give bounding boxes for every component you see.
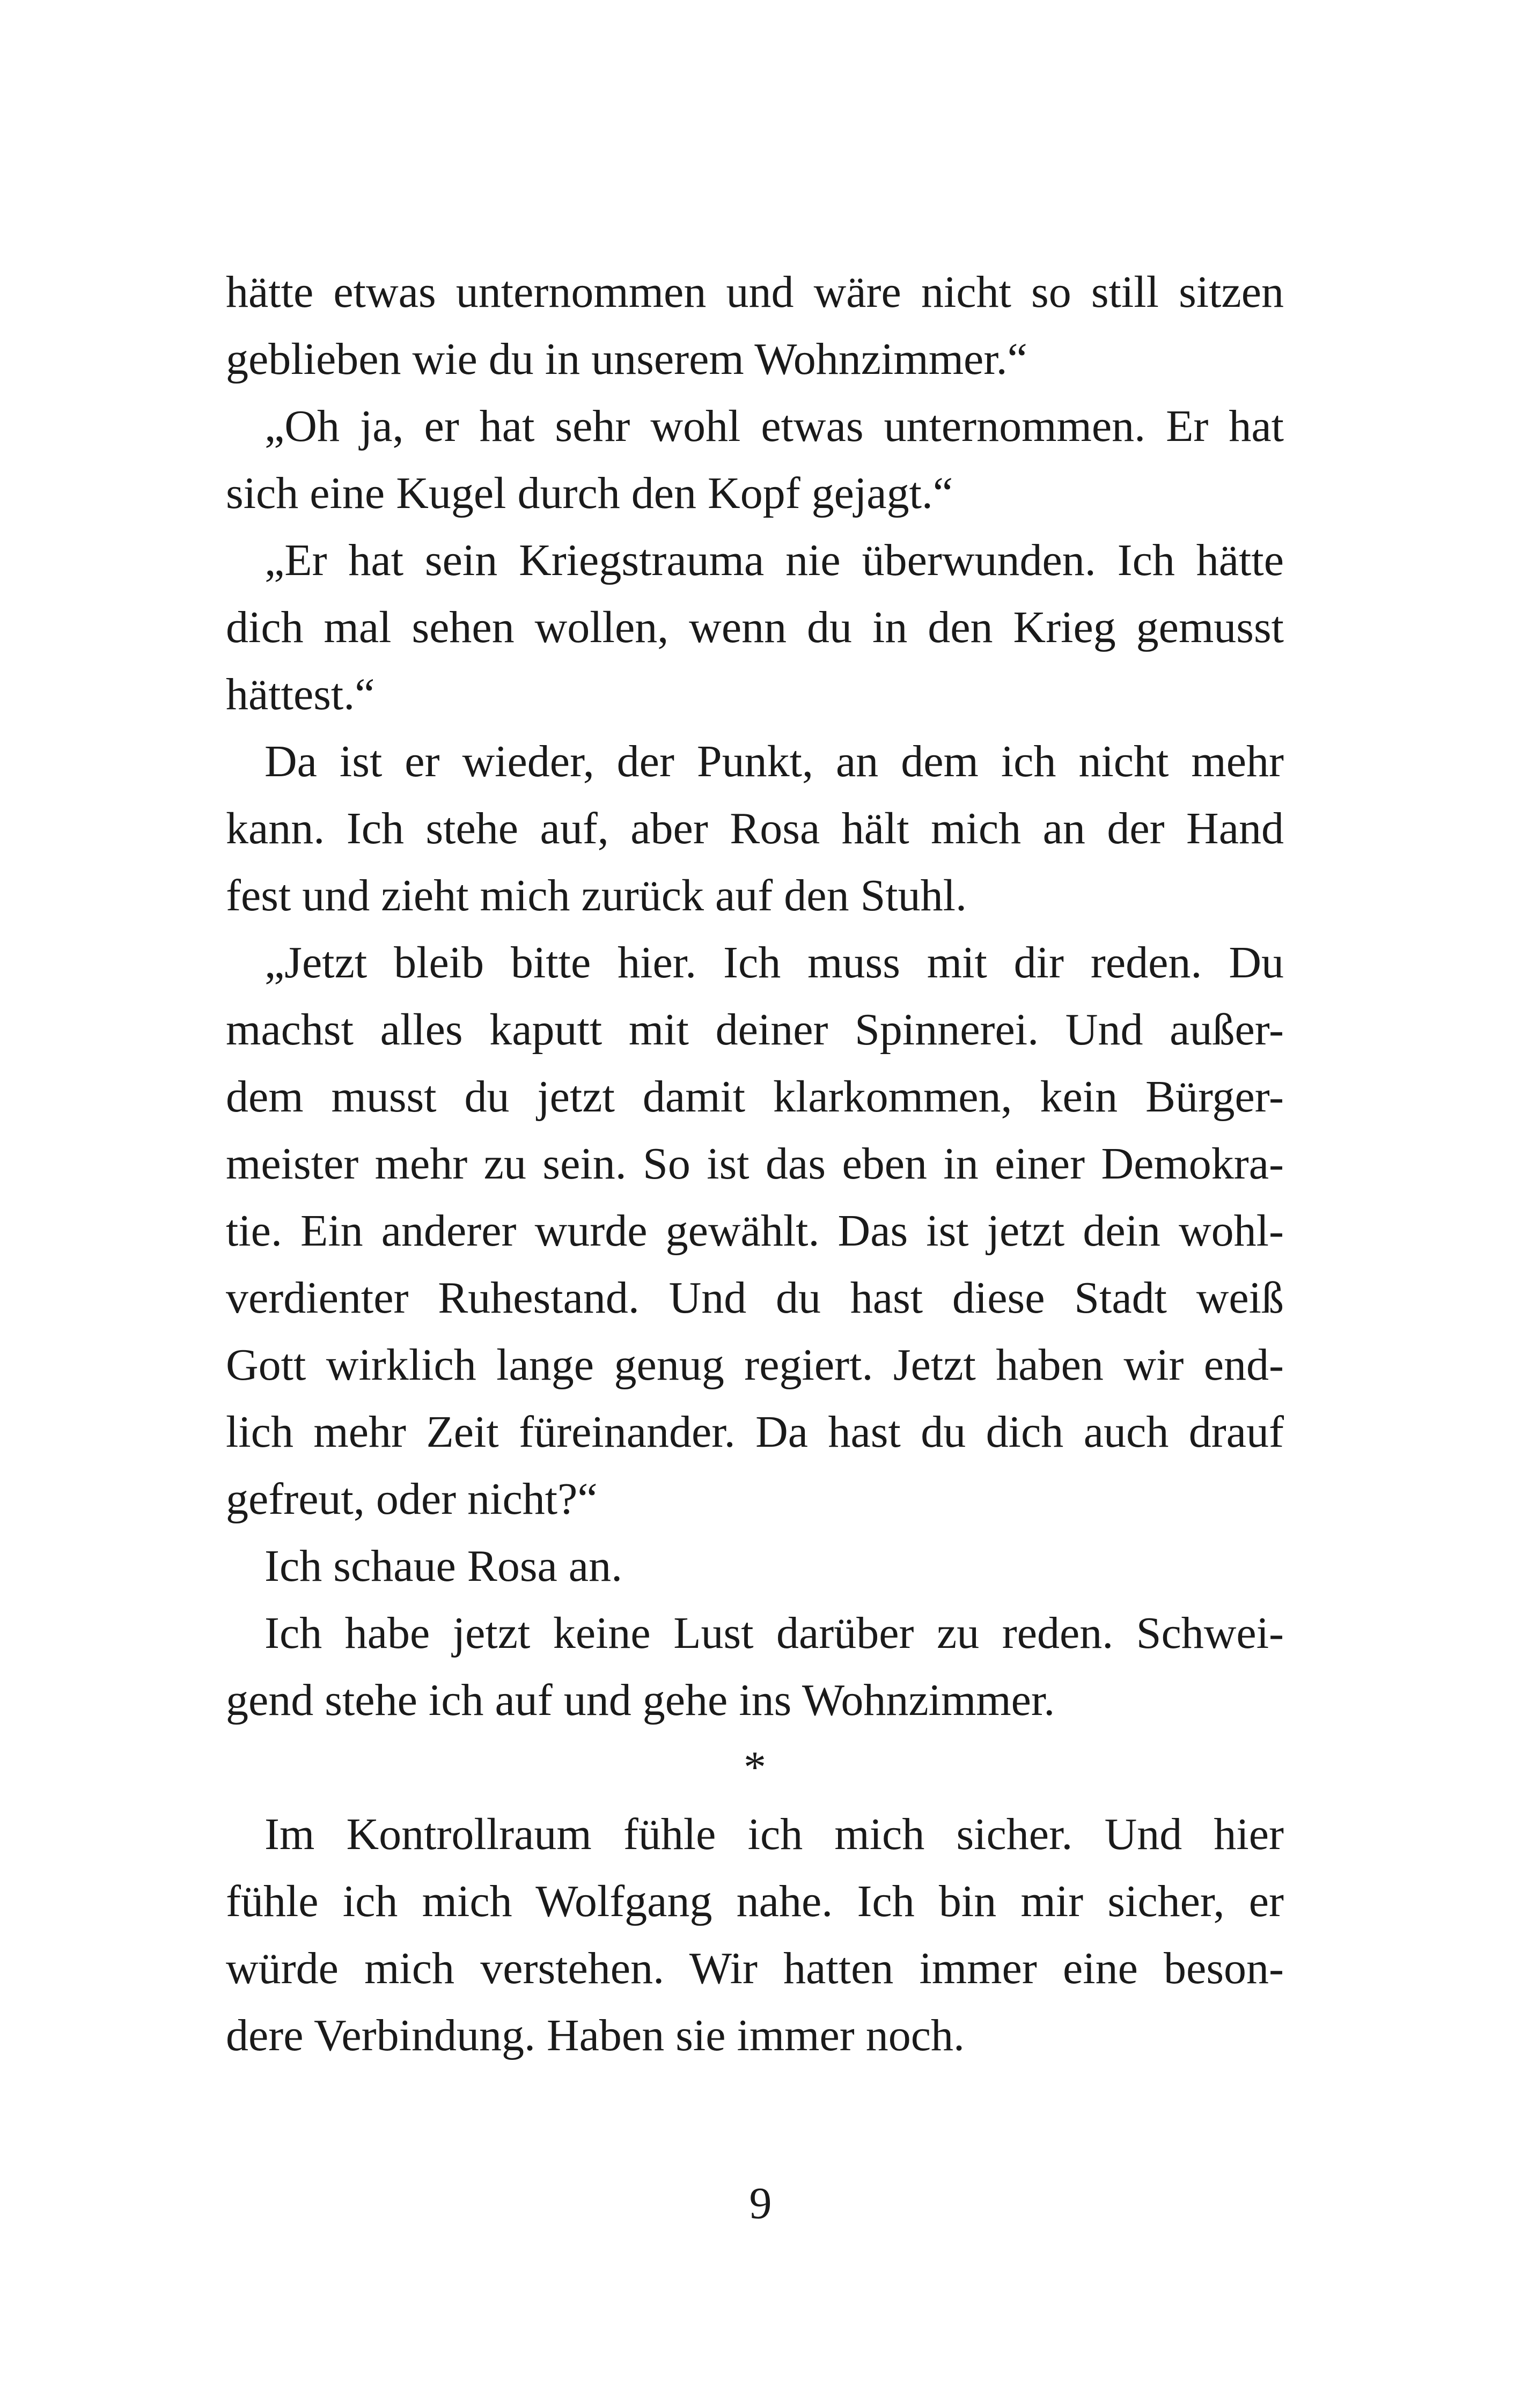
text-line: Im Kontrollraum fühle ich mich sicher. Und hier [264, 1809, 1284, 1859]
text-line: meister mehr zu sein. So ist das eben in einer Demokra- [226, 1139, 1284, 1189]
text-line: „Oh ja, er hat sehr wohl etwas unternommen. Er hat [264, 401, 1284, 451]
text-line: gefreut, oder nicht?“ [226, 1474, 598, 1524]
text-line: Ich schaue Rosa an. [264, 1541, 623, 1591]
text-line: fühle ich mich Wolfgang nahe. Ich bin mir sicher, er [226, 1876, 1284, 1926]
section-separator: * [744, 1742, 766, 1792]
text-line: dich mal sehen wollen, wenn du in den Krieg gemusst [226, 602, 1284, 652]
text-line: hätte etwas unternommen und wäre nicht so still sitzen [226, 267, 1284, 317]
text-line: gend stehe ich auf und gehe ins Wohnzimmer. [226, 1675, 1055, 1725]
text-line: Da ist er wieder, der Punkt, an dem ich nicht mehr [264, 737, 1284, 786]
text-line: fest und zieht mich zurück auf den Stuhl. [226, 871, 967, 921]
text-line: tie. Ein anderer wurde gewählt. Das ist jetzt dein wohl- [226, 1206, 1284, 1256]
text-line: verdienter Ruhestand. Und du hast diese Stadt weiß [226, 1273, 1284, 1323]
text-line: kann. Ich stehe auf, aber Rosa hält mich an der Hand [226, 804, 1284, 853]
text-line: geblieben wie du in unserem Wohnzimmer.“ [226, 334, 1027, 384]
text-line: würde mich verstehen. Wir hatten immer eine beson- [226, 1943, 1284, 1993]
text-line: lich mehr Zeit füreinander. Da hast du dich auch drauf [226, 1407, 1284, 1457]
text-line: Gott wirklich lange genug regiert. Jetzt haben wir end- [226, 1340, 1284, 1390]
text-line: machst alles kaputt mit deiner Spinnerei. Und außer- [226, 1005, 1284, 1055]
text-line: hättest.“ [226, 669, 375, 719]
page-number: 9 [749, 2178, 772, 2228]
text-line: sich eine Kugel durch den Kopf gejagt.“ [226, 468, 953, 518]
text-line: dem musst du jetzt damit klarkommen, kein Bürger- [226, 1072, 1284, 1122]
text-line: dere Verbindung. Haben sie immer noch. [226, 2011, 965, 2060]
text-line: Ich habe jetzt keine Lust darüber zu reden. Schwei- [264, 1608, 1284, 1658]
text-line: „Jetzt bleib bitte hier. Ich muss mit dir reden. Du [264, 938, 1284, 988]
text-line: „Er hat sein Kriegstrauma nie überwunden. Ich hätte [264, 535, 1284, 585]
body-text [226, 259, 1284, 2069]
